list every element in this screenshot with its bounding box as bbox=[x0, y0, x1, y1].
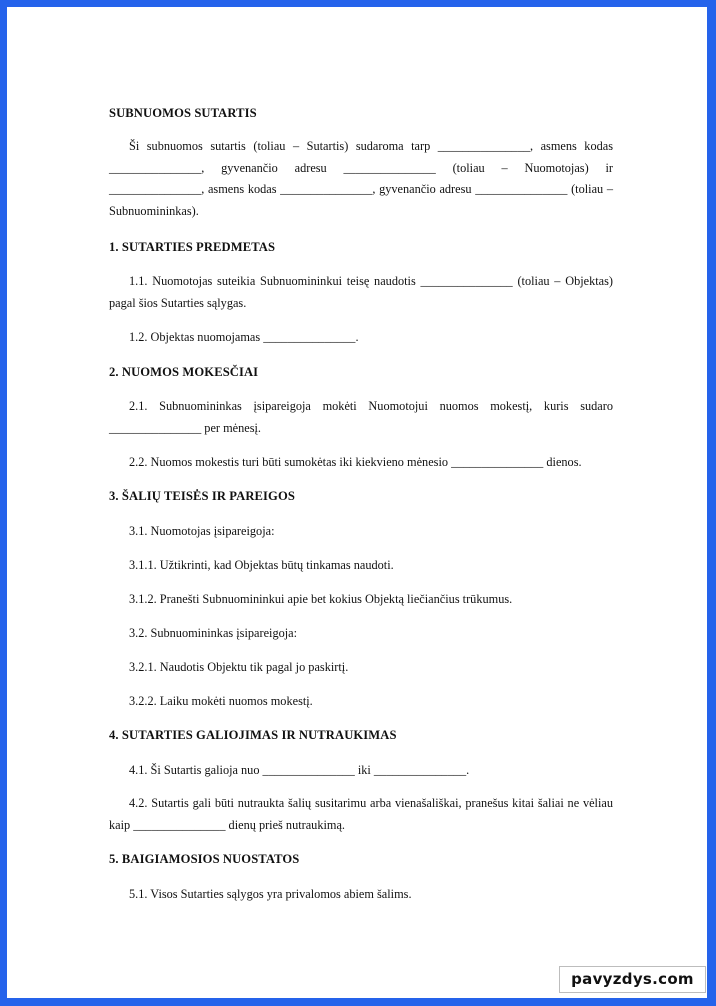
clause-5-1: 5.1. Visos Sutarties sąlygos yra privalomos abiem šalims. bbox=[129, 887, 412, 901]
clause-3-1: 3.1. Nuomotojas įsipareigoja: bbox=[129, 524, 275, 538]
clause-3-1-2: 3.1.2. Pranešti Subnuomininkui apie bet kokius Objektą liečiančius trūkumus. bbox=[129, 592, 513, 606]
clause-2-2: 2.2. Nuomos mokestis turi būti sumokėtas iki kiekvieno mėnesio _______________ dienos. bbox=[129, 455, 582, 469]
clause-3-2-1: 3.2.1. Naudotis Objektu tik pagal jo paskirtį. bbox=[129, 660, 349, 674]
document-title: SUBNUOMOS SUTARTIS bbox=[109, 106, 257, 120]
clause-1-2: 1.2. Objektas nuomojamas _______________. bbox=[129, 330, 359, 344]
clause-2-1: 2.1. Subnuomininkas įsipareigoja mokėti Nuomotojui nuomos mokestį, kuris sudaro _______________ per mėnesį. bbox=[109, 399, 613, 435]
clause-4-2: 4.2. Sutartis gali būti nutraukta šalių susitarimu arba vienašališkai, pranešus kitai šaliai ne vėliau kaip _______________ dienų prieš nutraukimą. bbox=[109, 796, 613, 832]
section-heading-1: 1. SUTARTIES PREDMETAS bbox=[109, 240, 276, 254]
section-heading-2: 2. NUOMOS MOKESČIAI bbox=[109, 365, 259, 379]
section-heading-3: 3. ŠALIŲ TEISĖS IR PAREIGOS bbox=[109, 489, 295, 503]
clause-4-1: 4.1. Ši Sutartis galioja nuo _______________ iki _______________. bbox=[129, 763, 470, 777]
document-page bbox=[7, 7, 707, 998]
clause-1-1: 1.1. Nuomotojas suteikia Subnuomininkui teisę naudotis _______________ (toliau – Objektas) pagal šios Sutarties sąlygas. bbox=[109, 274, 613, 310]
clause-3-2: 3.2. Subnuomininkas įsipareigoja: bbox=[129, 626, 298, 640]
clause-3-1-1: 3.1.1. Užtikrinti, kad Objektas būtų tinkamas naudoti. bbox=[129, 558, 394, 572]
intro-paragraph: Ši subnuomos sutartis (toliau – Sutartis) sudaroma tarp _______________, asmens kodas _______________, gyvenančio adresu _______________ (toliau – Nuomotojas) ir _______________, asmens kodas _______________, gyvenančio adresu _______________ (toliau – Subnuomininkas). bbox=[109, 139, 613, 219]
clause-3-2-2: 3.2.2. Laiku mokėti nuomos mokestį. bbox=[129, 694, 313, 708]
watermark-badge: pavyzdys.com bbox=[559, 966, 706, 993]
section-heading-4: 4. SUTARTIES GALIOJIMAS IR NUTRAUKIMAS bbox=[109, 728, 397, 742]
section-heading-5: 5. BAIGIAMOSIOS NUOSTATOS bbox=[109, 852, 300, 866]
